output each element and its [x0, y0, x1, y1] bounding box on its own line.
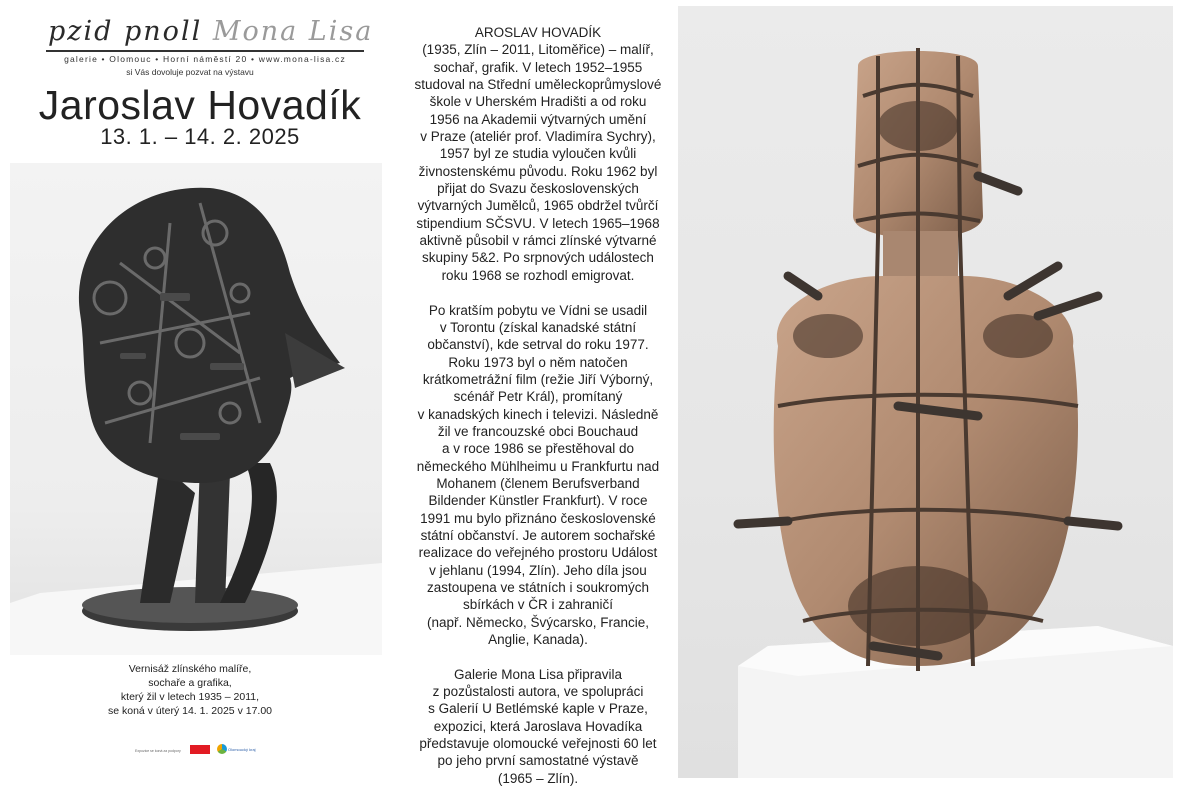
sponsor-logo-region	[217, 744, 227, 754]
bio-line: v Praze (ateliér prof. Vladimíra Sychry),	[420, 129, 656, 145]
metal-head-sculpture	[10, 163, 382, 655]
bio-line: živnostenskému původu. Roku 1962 byl	[418, 163, 658, 179]
bio-line: představuje olomoucké veřejnosti 60 let	[419, 736, 657, 752]
bio-line: v jehlanu (1994, Zlín). Jeho díla jsou	[429, 562, 647, 578]
bio-line: Po kratším pobytu ve Vídni se usadil	[428, 302, 648, 318]
bio-line: studoval na Střední uměleckoprůmyslové	[414, 77, 662, 93]
logo-divider	[46, 50, 364, 52]
vernisage-info	[40, 662, 340, 718]
artist-name: Jaroslav Hovadík	[38, 82, 362, 128]
bio-paragraph-3	[398, 666, 678, 787]
sponsor-strip	[130, 738, 290, 760]
bio-line: německého Mühlheimu u Frankfurtu nad	[416, 458, 660, 474]
bio-line: 1957 byl ze studia vyloučen kvůli	[439, 146, 637, 162]
invitation-line: si Vás dovoluje pozvat na výstavu	[126, 67, 254, 77]
bio-line: 1991 mu bylo přiznáno československé	[420, 510, 656, 526]
bio-line: žil ve francouzské obci Bouchaud	[437, 423, 639, 439]
bio-line: v Torontu (získal kanadské státní	[439, 319, 637, 335]
bio-line: sbírkách v ČR i zahraničí	[462, 597, 614, 613]
bio-line: z pozůstalosti autora, ve spolupráci	[432, 684, 644, 700]
sponsor-logo-red	[190, 745, 210, 754]
bio-line: realizace do veřejného prostoru Událost	[418, 545, 658, 561]
bio-line: (1965 – Zlín).	[497, 770, 579, 786]
gallery-address: galerie • Olomouc • Horní náměstí 20 • www.mona-lisa.cz	[64, 54, 346, 64]
sculpture-photo-torso	[678, 6, 1173, 778]
logo-script-dark: pzid pnoll	[48, 16, 203, 47]
exhibition-dates: 13. 1. – 14. 2. 2025	[100, 124, 300, 149]
bio-line: státní občanství. Je autorem sochařské	[420, 527, 656, 543]
vernisage-line: který žil v letech 1935 – 2011,	[120, 691, 260, 703]
bio-line: expozici, která Jaroslava Hovadíka	[433, 718, 643, 734]
wooden-torso-sculpture	[678, 6, 1173, 778]
bio-paragraph-1	[398, 24, 678, 284]
bio-line: AROSLAV HOVADÍK	[474, 25, 602, 40]
bio-line: Galerie Mona Lisa připravila	[453, 666, 623, 682]
bio-line: zastoupena ve státních i soukromých	[426, 580, 650, 595]
artist-biography	[398, 24, 678, 804]
bio-line: Roku 1973 byl o něm natočen	[448, 354, 628, 370]
sponsor-text: Expozice se koná za podpory	[135, 749, 181, 753]
bio-line: stipendium SČSVU. V letech 1965–1968	[416, 215, 660, 231]
bio-line: škole v Uherském Hradišti a od roku	[429, 94, 647, 110]
bio-line: krátkometrážní film (režie Jiří Výborný,	[422, 371, 654, 387]
bio-line: občanství), kde setrval do roku 1977.	[427, 337, 649, 353]
sculpture-photo-head	[10, 163, 382, 655]
bio-line: výtvarných Jumělců, 1965 obdržel tvůrčí	[417, 198, 659, 214]
bio-line: přijat do Svazu československých	[437, 181, 639, 197]
bio-line: roku 1968 se rozhodl emigrovat.	[441, 267, 635, 283]
bio-line: aktivně působil v rámci zlínské výtvarné	[419, 233, 657, 249]
bio-line: scénář Petr Král), promítaný	[453, 389, 623, 405]
bio-line: po jeho první samostatné výstavě	[437, 753, 639, 769]
bio-line: (1935, Zlín – 2011, Litoměřice) – malíř,	[422, 42, 654, 58]
gallery-logo	[40, 10, 374, 68]
bio-paragraph-2	[398, 302, 678, 649]
vernisage-line: Vernisáž zlínského malíře,	[128, 663, 252, 675]
bio-line: 1956 na Akademii výtvarných umění	[429, 111, 647, 127]
bio-line: Bildender Künstler Frankfurt). V roce	[428, 493, 648, 509]
bio-line: a v roce 1986 se přestěhoval do	[441, 441, 635, 457]
bio-line: sochař, grafik. V letech 1952–1955	[433, 59, 643, 75]
logo-script	[48, 16, 374, 50]
bio-line: Mohanem (členem Berufsverband	[436, 475, 640, 491]
bio-line: Anglie, Kanada).	[488, 632, 588, 648]
bio-line: s Galerií U Betlémské kaple v Praze,	[428, 701, 648, 717]
sponsor-logo-region-label: Olomoucký kraj	[228, 747, 256, 752]
bio-line: v kanadských kinech i televizi. Následně	[417, 406, 659, 422]
bio-line: skupiny 5&2. Po srpnových událostech	[422, 250, 654, 266]
vernisage-line: se koná v úterý 14. 1. 2025 v 17.00	[107, 705, 273, 717]
bio-line: (např. Německo, Švýcarsko, Francie,	[426, 614, 650, 630]
vernisage-line: sochaře a grafika,	[148, 677, 232, 689]
logo-script-light: Mona Lisa	[212, 16, 374, 47]
